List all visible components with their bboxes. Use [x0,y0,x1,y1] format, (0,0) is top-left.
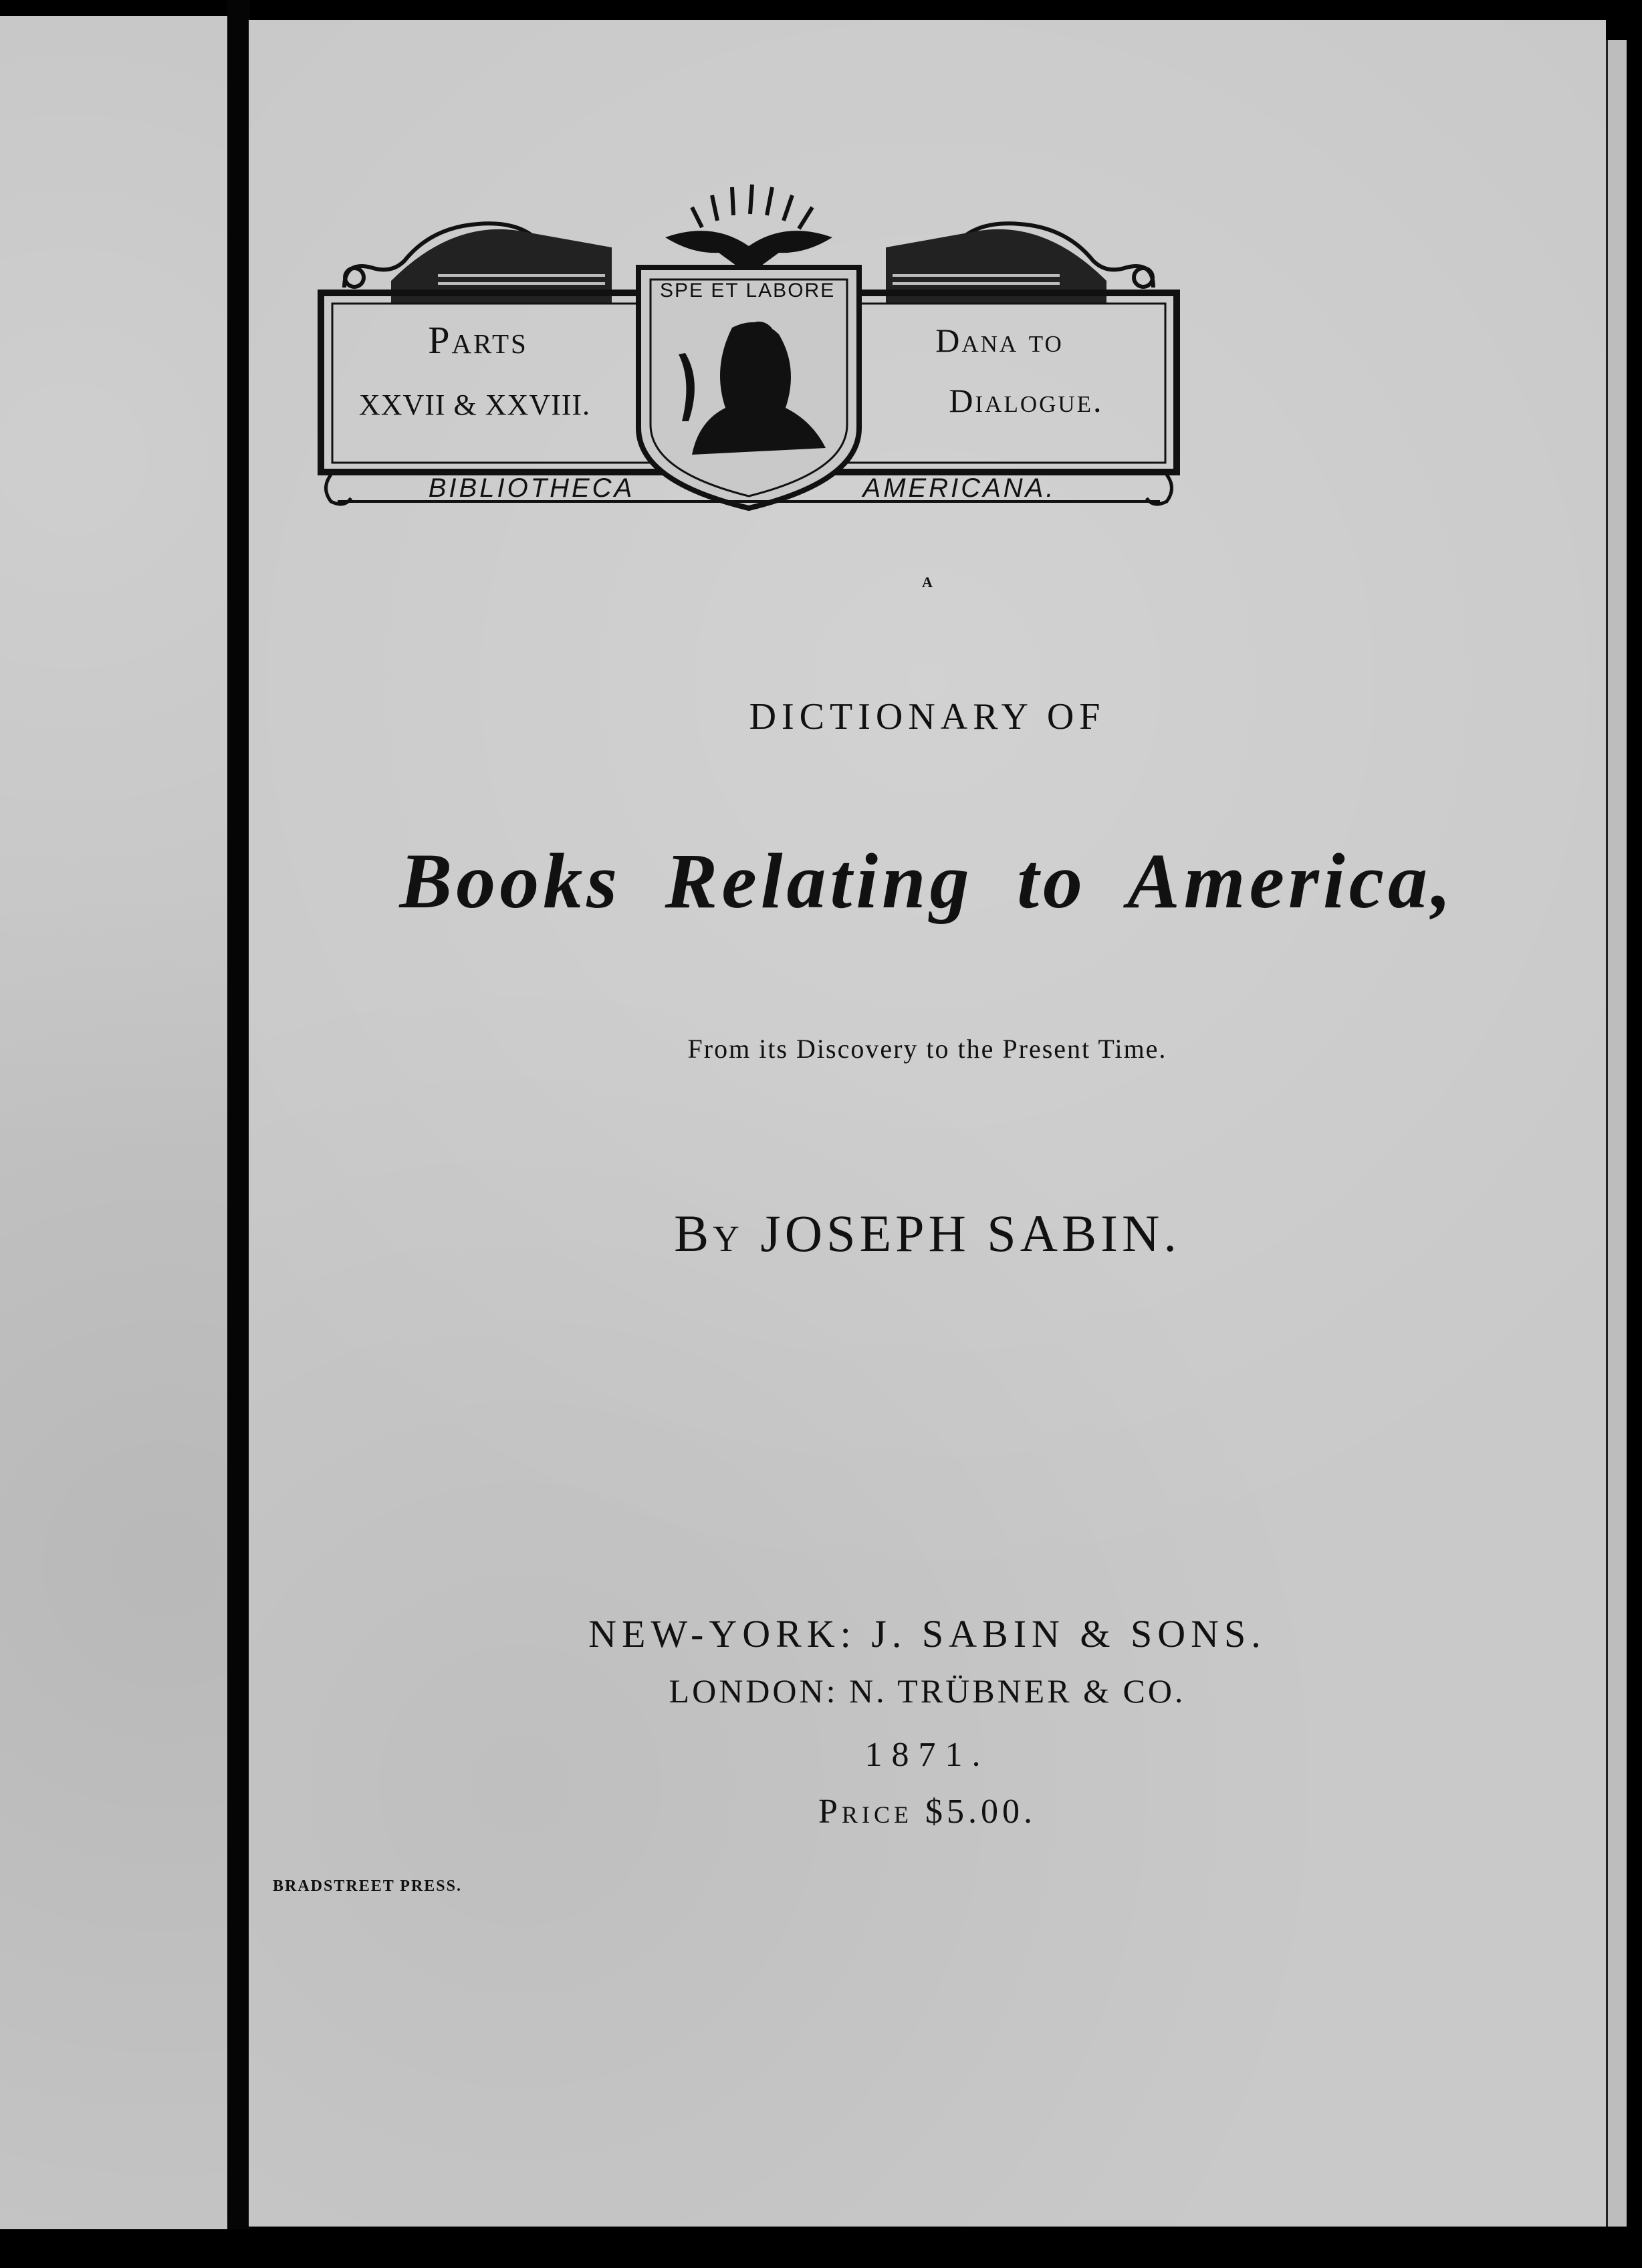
book-gutter [227,0,250,2268]
imprint-year: 1871. [864,1736,990,1774]
sun-rays-icon [692,185,812,229]
scan-border [0,2229,1642,2268]
author-line [249,1204,1606,1264]
banner-americana: AMERICANA. [862,473,1056,503]
motto: SPE ET LABORE [660,279,836,302]
title-dictionary-of: DICTIONARY OF [749,696,1106,738]
parts-label: Parts [428,318,528,362]
parts-numbers: XXVII & XXVIII. [358,388,591,421]
range-start: Dana to [935,322,1064,359]
printer-imprint: BRADSTREET PRESS. [273,1878,462,1895]
page-edge [1606,40,1627,2227]
price: Price $5.00. [818,1793,1036,1831]
imprint-london: LONDON: N. TRÜBNER & CO. [669,1672,1186,1710]
subtitle: From its Discovery to the Present Time. [687,1034,1167,1064]
article-a: A [922,574,933,590]
imprint-new-york: NEW-YORK: J. SABIN & SONS. [588,1612,1266,1656]
author-name: JOSEPH SABIN. [760,1204,1181,1262]
left-facing-page [0,16,237,2229]
main-title: Books Relating to America, [399,837,1455,925]
by-word: By [674,1204,743,1262]
bibliotheca-emblem [318,167,1180,515]
banner-bibliotheca: BIBLIOTHECA [428,473,635,503]
range-end: Dialogue. [949,382,1104,419]
